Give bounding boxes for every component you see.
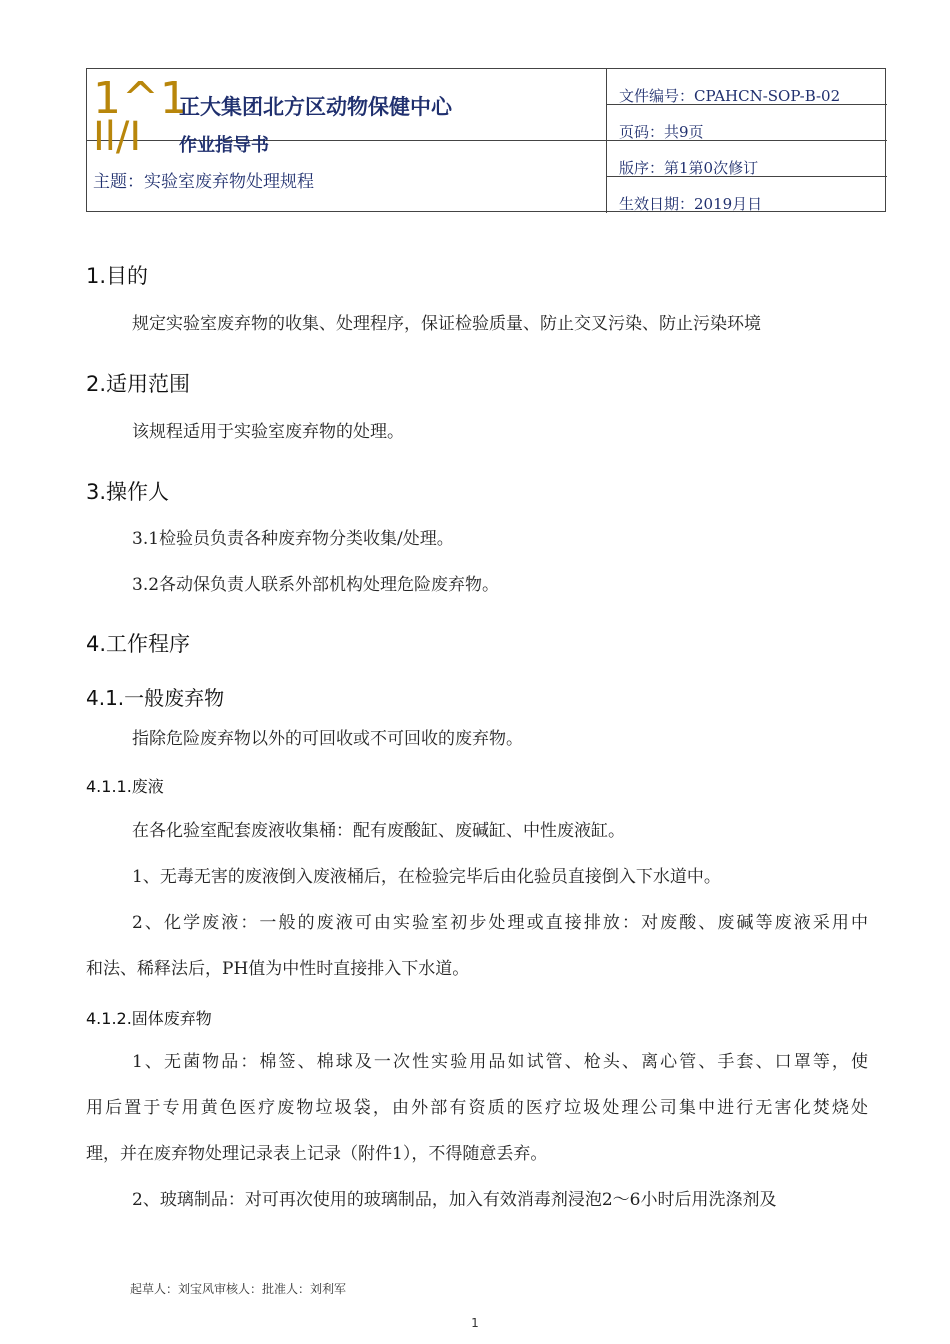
page-count-cell [607, 105, 887, 141]
page-count: 页码：共9页 [619, 123, 704, 141]
logo-cell [87, 69, 607, 160]
subsection-title-solid-waste: 4.1.2.固体废弃物 [86, 1009, 212, 1028]
waste-liquid-para-3-line-2: 和法、稀释法后，PH值为中性时直接排入下水道。 [86, 959, 470, 979]
subject-cell [87, 141, 607, 213]
document-version: 版序：第1第0次修订 [619, 159, 759, 177]
operators-item-1: 3.1检验员负责各种废弃物分类收集/处理。 [132, 529, 454, 549]
solid-waste-para-2: 2、玻璃制品：对可再次使用的玻璃制品，加入有效消毒剂浸泡2〜6小时后用洗涤剂及 [132, 1190, 777, 1210]
effective-date-cell [607, 177, 887, 213]
section-body-purpose: 规定实验室废弃物的收集、处理程序，保证检验质量、防止交叉污染、防止污染环境 [132, 314, 761, 334]
signature-line: 起草人：刘宝风审核人：批准人：刘利军 [130, 1282, 347, 1296]
section-title-scope: 2.适用范围 [86, 372, 191, 396]
section-title-purpose: 1.目的 [86, 264, 149, 288]
company-logo-cut: Il/I [93, 114, 142, 160]
organization-subtitle: 作业指导书 [179, 135, 269, 156]
effective-date: 生效日期：2019月日 [619, 195, 763, 213]
operators-item-2: 3.2各动保负责人联系外部机构处理危险废弃物。 [132, 575, 500, 595]
doc-number-cell [607, 69, 887, 105]
solid-waste-para-1-line-3: 理，并在废弃物处理记录表上记录（附件1），不得随意丢弃。 [86, 1144, 548, 1164]
waste-liquid-para-1: 在各化验室配套废液收集桶：配有废酸缸、废碱缸、中性废液缸。 [132, 821, 625, 841]
section-title-operators: 3.操作人 [86, 480, 170, 504]
general-waste-definition: 指除危险废弃物以外的可回收或不可回收的废弃物。 [132, 729, 523, 749]
document-subject: 主题：实验室废弃物处理规程 [93, 172, 314, 192]
solid-waste-para-1-line-2: 用后置于专用黄色医疗废物垃圾袋，由外部有资质的医疗垃圾处理公司集中进行无害化焚烧处 [86, 1098, 868, 1118]
section-body-scope: 该规程适用于实验室废弃物的处理。 [132, 422, 404, 442]
version-cell [607, 141, 887, 177]
section-title-procedure: 4.工作程序 [86, 632, 191, 656]
subsection-title-waste-liquid: 4.1.1.废液 [86, 777, 164, 796]
company-logo: 1^1 [93, 73, 189, 124]
waste-liquid-para-3-line-1: 2、化学废液：一般的废液可由实验室初步处理或直接排放：对废酸、废碱等废液采用中 [132, 913, 868, 933]
organization-name: 正大集团北方区动物保健中心 [179, 95, 452, 119]
subsection-title-general-waste: 4.1.一般废弃物 [86, 686, 225, 710]
document-header-table [86, 68, 886, 212]
page-number: 1 [471, 1316, 479, 1330]
waste-liquid-para-2: 1、无毒无害的废液倒入废液桶后，在检验完毕后由化验员直接倒入下水道中。 [132, 867, 721, 887]
document-number: 文件编号：CPAHCN-SOP-B-02 [619, 87, 841, 105]
solid-waste-para-1-line-1: 1、无菌物品：棉签、棉球及一次性实验用品如试管、枪头、离心管、手套、口罩等，使 [132, 1052, 868, 1072]
